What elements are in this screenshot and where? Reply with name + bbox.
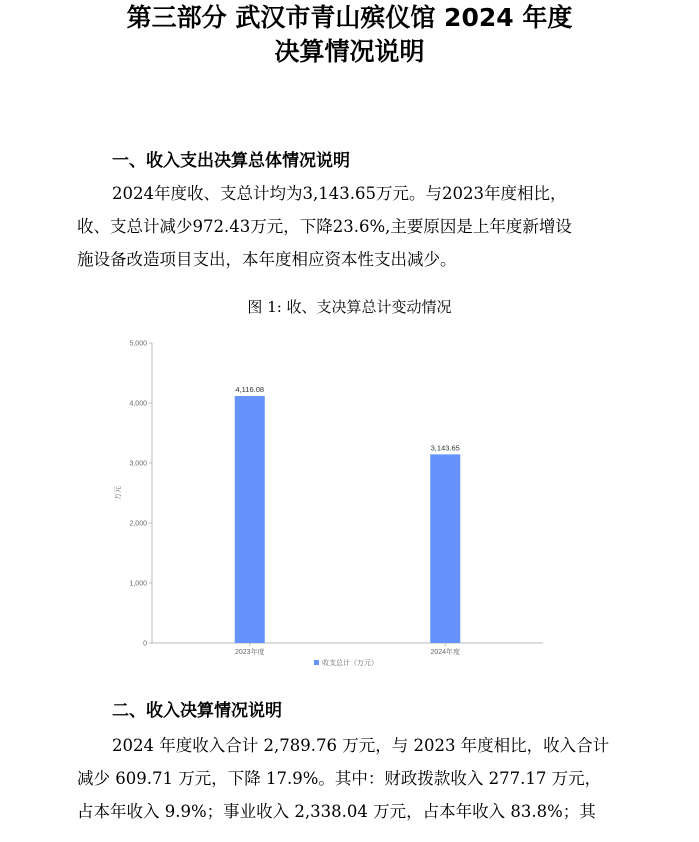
section2-line: 2024 年度收入合计 2,789.76 万元，与 2023 年度相比，收入合计: [112, 736, 610, 755]
section2-heading: 二、收入决算情况说明: [112, 701, 282, 721]
bar: [430, 454, 460, 643]
legend-label: 收支总计（万元）: [322, 660, 378, 667]
section1-paragraph: [77, 177, 637, 276]
y-tick-label: 5,000: [129, 340, 147, 348]
x-tick-label: 2024年度: [430, 649, 461, 656]
legend-swatch: [314, 660, 319, 665]
section1-line: 2024年度收、支总计均为3,143.65万元。与2023年度相比，: [112, 184, 567, 203]
section1-line: 收、支总计减少972.43万元，下降23.6%,主要原因是上年度新增设: [77, 217, 572, 236]
x-tick-label: 2023年度: [234, 649, 265, 656]
doc-title-line1: 第三部分 武汉市青山殡仪馆 2024 年度: [126, 3, 573, 32]
y-tick-label: 1,000: [129, 580, 147, 588]
figure-caption: 图 1: 收、支决算总计变动情况: [247, 298, 452, 316]
y-tick-label: 2,000: [129, 520, 147, 528]
section2-line: 减少 609.71 万元，下降 17.9%。其中：财政拨款收入 277.17 万元，: [77, 769, 602, 788]
bar: [235, 396, 265, 643]
y-tick-label: 4,000: [129, 400, 147, 408]
bar-data-label: 4,116.08: [235, 385, 265, 395]
section2-paragraph: [77, 729, 637, 828]
section1-heading: 一、收入支出决算总体情况说明: [112, 151, 350, 171]
bar-chart: [108, 335, 548, 675]
doc-title-line2: 决算情况说明: [274, 37, 425, 66]
y-axis-label: 万元: [115, 486, 122, 500]
y-tick-label: 3,000: [129, 460, 147, 468]
y-tick-label: 0: [143, 640, 147, 648]
section1-line: 施设备改造项目支出，本年度相应资本性支出减少。: [77, 250, 457, 269]
bar-data-label: 3,143.65: [430, 443, 460, 453]
section2-line: 占本年收入 9.9%；事业收入 2,338.04 万元，占本年收入 83.8%；其: [77, 802, 596, 821]
